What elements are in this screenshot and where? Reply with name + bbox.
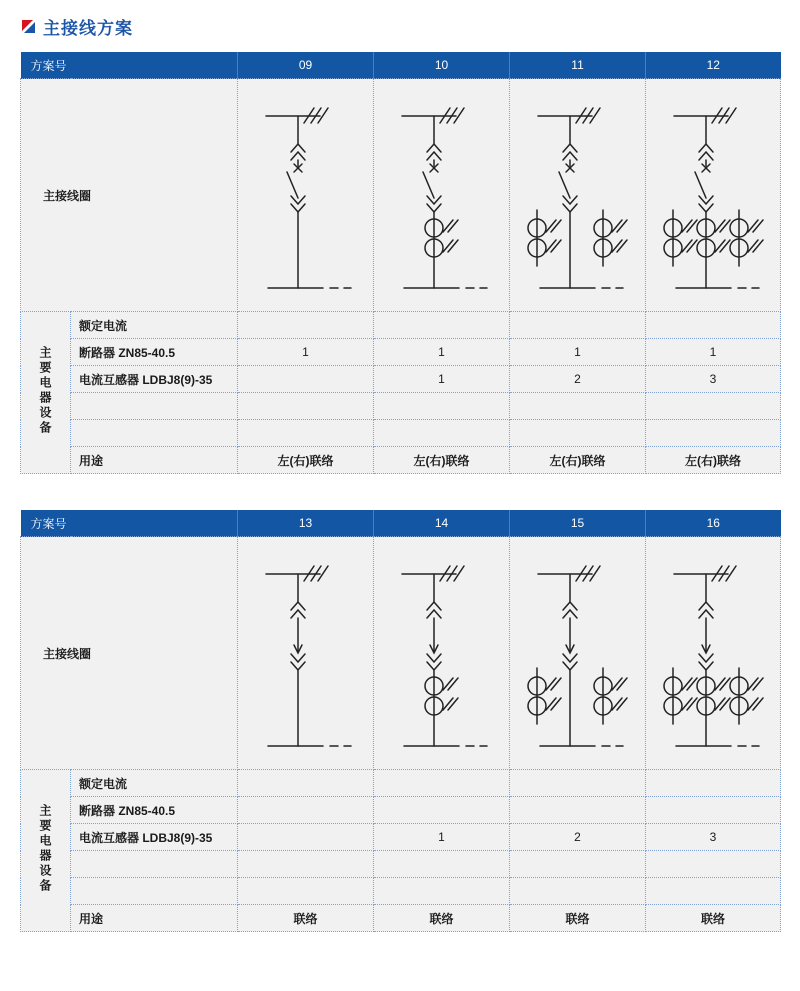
header-col-14: 14 (374, 510, 510, 537)
cell-value (374, 851, 510, 878)
header-col-11: 11 (510, 52, 646, 79)
row-label: 额定电流 (71, 312, 238, 339)
title-square-icon (22, 20, 35, 33)
cell-value (238, 393, 374, 420)
attr-row-empty-1 (21, 393, 781, 420)
cell-value (238, 312, 374, 339)
cell-value (238, 824, 374, 851)
scheme-diagram-11 (510, 80, 646, 310)
cell-value (238, 797, 374, 824)
row-label: 额定电流 (71, 770, 238, 797)
attr-row-empty-2 (21, 420, 781, 447)
cell-value: 2 (510, 366, 646, 393)
cell-value (374, 797, 510, 824)
cell-value (510, 770, 646, 797)
cell-value (646, 878, 781, 905)
diagram-row (21, 537, 781, 770)
scheme-diagram-cell-13 (238, 537, 374, 770)
cell-value (646, 393, 781, 420)
scheme-table-09-12 (20, 52, 780, 474)
header-scheme-no-label: 方案号 (21, 510, 238, 537)
cell-value (374, 878, 510, 905)
row-label: 断路器 ZN85-40.5 (71, 339, 238, 366)
diagram-row (21, 79, 781, 312)
cell-value (238, 878, 374, 905)
scheme-diagram-cell-16 (646, 537, 781, 770)
diagram-row-label: 主接线圈 (21, 537, 238, 770)
usage-value: 左(右)联络 (238, 447, 374, 474)
usage-value: 左(右)联络 (374, 447, 510, 474)
cell-value (374, 420, 510, 447)
attr-row-rated-current (21, 770, 781, 797)
cell-value: 1 (374, 339, 510, 366)
usage-value: 左(右)联络 (510, 447, 646, 474)
scheme-diagram-14 (374, 538, 510, 768)
header-col-13: 13 (238, 510, 374, 537)
cell-value: 1 (646, 339, 781, 366)
cell-value: 2 (510, 824, 646, 851)
cell-value (646, 420, 781, 447)
usage-label: 用途 (71, 905, 238, 932)
row-label (71, 878, 238, 905)
page-title: 主接线方案 (43, 19, 133, 38)
equipment-group-label (21, 312, 71, 474)
header-col-12: 12 (646, 52, 781, 79)
header-col-16: 16 (646, 510, 781, 537)
scheme-diagram-15 (510, 538, 646, 768)
cell-value (646, 851, 781, 878)
diagram-row-label: 主接线圈 (21, 79, 238, 312)
cell-value: 1 (374, 366, 510, 393)
cell-value (238, 366, 374, 393)
equipment-group-label (21, 770, 71, 932)
cell-value (238, 851, 374, 878)
scheme-diagram-cell-15 (510, 537, 646, 770)
attr-row-ct (21, 824, 781, 851)
scheme-diagram-cell-09 (238, 79, 374, 312)
cell-value (374, 770, 510, 797)
usage-value: 联络 (646, 905, 781, 932)
cell-value (646, 797, 781, 824)
scheme-table (20, 52, 781, 474)
scheme-table-13-16 (20, 510, 780, 932)
table-header-row (21, 510, 781, 537)
attr-row-rated-current (21, 312, 781, 339)
cell-value: 3 (646, 824, 781, 851)
usage-label: 用途 (71, 447, 238, 474)
usage-value: 左(右)联络 (646, 447, 781, 474)
usage-value: 联络 (374, 905, 510, 932)
cell-value (510, 393, 646, 420)
cell-value (238, 420, 374, 447)
cell-value (646, 312, 781, 339)
usage-row (21, 905, 781, 932)
scheme-table (20, 510, 781, 932)
scheme-diagram-13 (238, 538, 374, 768)
attr-row-ct (21, 366, 781, 393)
cell-value (646, 770, 781, 797)
row-label: 电流互感器 LDBJ8(9)-35 (71, 824, 238, 851)
scheme-diagram-10 (374, 80, 510, 310)
header-scheme-no-label: 方案号 (21, 52, 238, 79)
cell-value: 1 (510, 339, 646, 366)
cell-value (510, 312, 646, 339)
scheme-diagram-cell-14 (374, 537, 510, 770)
attr-row-empty-1 (21, 851, 781, 878)
scheme-diagram-cell-10 (374, 79, 510, 312)
row-label (71, 420, 238, 447)
equipment-group-label-text: 主要电器设备 (38, 804, 52, 894)
scheme-diagram-cell-11 (510, 79, 646, 312)
page-title-block (22, 14, 133, 39)
scheme-diagram-09 (238, 80, 374, 310)
usage-row (21, 447, 781, 474)
scheme-diagram-12 (646, 80, 782, 310)
row-label: 断路器 ZN85-40.5 (71, 797, 238, 824)
header-col-09: 09 (238, 52, 374, 79)
cell-value (510, 797, 646, 824)
cell-value (510, 851, 646, 878)
cell-value: 3 (646, 366, 781, 393)
cell-value (510, 420, 646, 447)
attr-row-empty-2 (21, 878, 781, 905)
cell-value: 1 (238, 339, 374, 366)
attr-row-breaker (21, 797, 781, 824)
cell-value (374, 393, 510, 420)
header-col-15: 15 (510, 510, 646, 537)
scheme-diagram-16 (646, 538, 782, 768)
row-label (71, 393, 238, 420)
header-col-10: 10 (374, 52, 510, 79)
scheme-diagram-cell-12 (646, 79, 781, 312)
usage-value: 联络 (238, 905, 374, 932)
row-label: 电流互感器 LDBJ8(9)-35 (71, 366, 238, 393)
attr-row-breaker (21, 339, 781, 366)
cell-value (510, 878, 646, 905)
usage-value: 联络 (510, 905, 646, 932)
cell-value (238, 770, 374, 797)
table-header-row (21, 52, 781, 79)
equipment-group-label-text: 主要电器设备 (38, 346, 52, 436)
cell-value (374, 312, 510, 339)
row-label (71, 851, 238, 878)
cell-value: 1 (374, 824, 510, 851)
